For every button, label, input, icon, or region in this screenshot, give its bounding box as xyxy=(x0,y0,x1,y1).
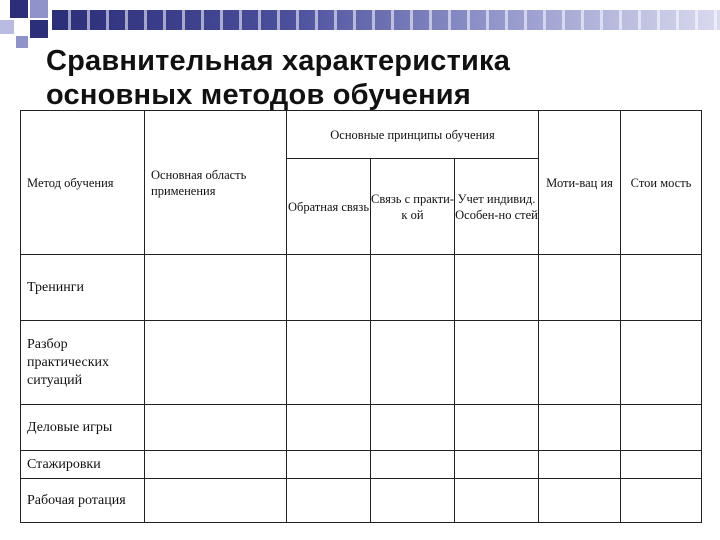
table-cell xyxy=(371,479,455,523)
table-cell xyxy=(621,405,702,451)
table-cell xyxy=(371,255,455,321)
table-cell xyxy=(145,321,287,405)
header-principles-group: Основные принципы обучения xyxy=(287,111,539,159)
header-method: Метод обучения xyxy=(21,111,145,255)
table-row xyxy=(21,405,702,451)
table-cell xyxy=(287,479,371,523)
row-method-label: Деловые игры xyxy=(21,405,145,451)
slide-title xyxy=(46,44,706,112)
header-area: Основная область применения xyxy=(145,111,287,255)
table-cell xyxy=(145,451,287,479)
table-cell xyxy=(455,405,539,451)
row-method-label: Разбор практических ситуаций xyxy=(21,321,145,405)
table-row xyxy=(21,451,702,479)
table-cell xyxy=(145,479,287,523)
table-cell xyxy=(455,479,539,523)
table-cell xyxy=(371,451,455,479)
table-cell xyxy=(621,451,702,479)
row-method-label: Стажировки xyxy=(21,451,145,479)
table-row xyxy=(21,255,702,321)
header-motivation: Моти-вац ия xyxy=(539,111,621,255)
table-cell xyxy=(145,255,287,321)
table-cell xyxy=(621,255,702,321)
table-cell xyxy=(539,321,621,405)
header-feedback: Обратная связь xyxy=(287,159,371,255)
table-cell xyxy=(287,321,371,405)
table-cell xyxy=(287,255,371,321)
table-cell xyxy=(371,405,455,451)
table-cell xyxy=(621,479,702,523)
row-method-label: Рабочая ротация xyxy=(21,479,145,523)
header-individual: Учет индивид. Особен-но стей xyxy=(455,159,539,255)
slide-title-line-1: Сравнительная характеристика xyxy=(46,45,511,77)
header-practice: Связь с практи-к ой xyxy=(371,159,455,255)
table-cell xyxy=(455,321,539,405)
table-cell xyxy=(371,321,455,405)
table-cell xyxy=(539,405,621,451)
table-cell xyxy=(287,405,371,451)
table-cell xyxy=(621,321,702,405)
table-cell xyxy=(539,451,621,479)
table-cell xyxy=(539,479,621,523)
table-cell xyxy=(287,451,371,479)
row-method-label: Тренинги xyxy=(21,255,145,321)
table-cell xyxy=(539,255,621,321)
table-row xyxy=(21,479,702,523)
table-cell xyxy=(455,255,539,321)
methods-comparison-table xyxy=(20,110,702,523)
header-band-stripes xyxy=(52,10,720,30)
slide-title-line-2: основных методов обучения xyxy=(46,79,471,111)
header-cost: Стои мость xyxy=(621,111,702,255)
table-cell xyxy=(455,451,539,479)
table-cell xyxy=(145,405,287,451)
table-row xyxy=(21,321,702,405)
